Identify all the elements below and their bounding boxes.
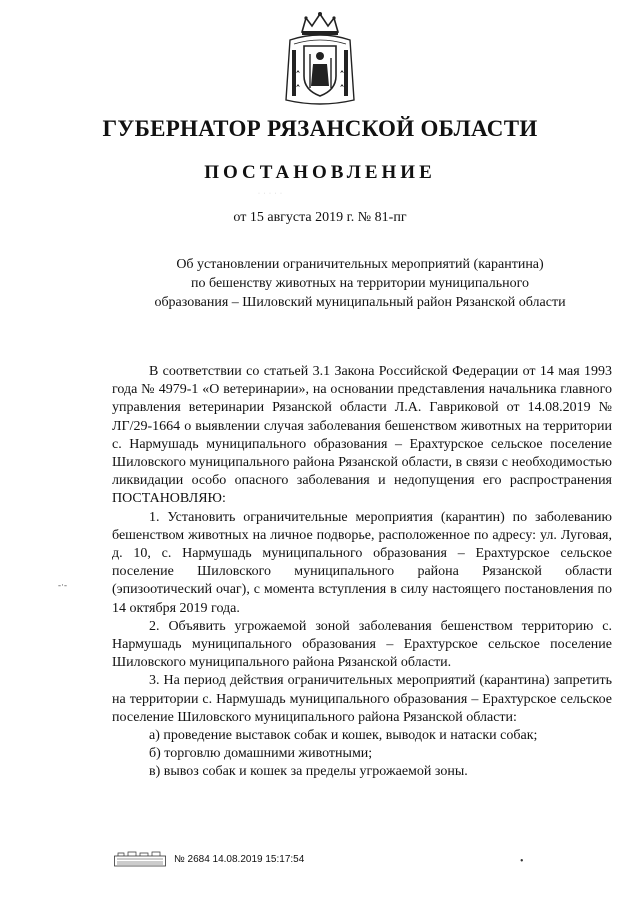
registration-footer (114, 850, 304, 868)
item-2-paragraph: 2. Объявить угрожаемой зоной заболевания бешенством территорию с. Нармушадь муниципального образования – Ерахтурское сельское поселение Шиловского муниципального района Рязанской области. (112, 618, 612, 671)
coat-of-arms-icon (280, 10, 360, 108)
document-body (112, 363, 612, 782)
item-3c-paragraph: в) вывоз собак и кошек за пределы угрожаемой зоны. (149, 764, 468, 780)
subject-line: по бешенству животных на территории муниципального (191, 276, 529, 291)
document-subject (80, 255, 640, 312)
scan-artifact: · · · · · (258, 191, 283, 197)
subject-line: образования – Шиловский муниципальный район Рязанской области (154, 295, 566, 310)
document-date-number: от 15 августа 2019 г. № 81-пг (233, 210, 407, 225)
issuing-authority: ГУБЕРНАТОР РЯЗАНСКОЙ ОБЛАСТИ (102, 116, 538, 141)
registry-stamp-icon (114, 851, 166, 867)
preamble-paragraph: В соответствии со статьей 3.1 Закона Российской Федерации от 14 мая 1993 года № 4979-1 «О ветеринарии», на основании представления начальника главного управления ветеринарии Рязанской области Л.А. Гавриковой от 14.08.2019 № ЛГ/29-1664 о выявлении случая заболевания бешенством животных на территории с. Нармушадь муниципального образования – Ерахтурское сельское поселение Шиловского муниципального района Рязанской области, в связи с необходимостью ликвидации особо опасного заболевания и недопущения его распространения ПОСТАНОВЛЯЮ: (112, 364, 612, 507)
margin-mark: -·- (58, 580, 67, 590)
item-1-paragraph: 1. Установить ограничительные мероприятия (карантин) по заболеванию бешенством животных на личное подворье, расположенное по адресу: ул. Луговая, д. 10, с. Нармушадь муниципального образования – Ерахтурское сельское поселение Шиловского муниципального района Рязанской области (эпизоотический очаг), с момента вступления в силу настоящего постановления по 14 октября 2019 года. (112, 509, 612, 616)
subject-line: Об установлении ограничительных мероприятий (карантина) (176, 257, 544, 272)
item-3b-paragraph: б) торговлю домашними животными; (149, 746, 373, 762)
dot-mark: • (520, 856, 524, 867)
document-type: ПОСТАНОВЛЕНИЕ (204, 162, 436, 183)
registration-number: № 2684 14.08.2019 15:17:54 (174, 853, 305, 865)
item-3-paragraph: 3. На период действия ограничительных мероприятий (карантина) запретить на территории с. Нармушадь муниципального образования – Ерахтурское сельское поселение Шиловского муниципального района Рязанской области: (112, 673, 612, 725)
item-3a-paragraph: а) проведение выставок собак и кошек, выводок и натаски собак; (149, 728, 538, 744)
